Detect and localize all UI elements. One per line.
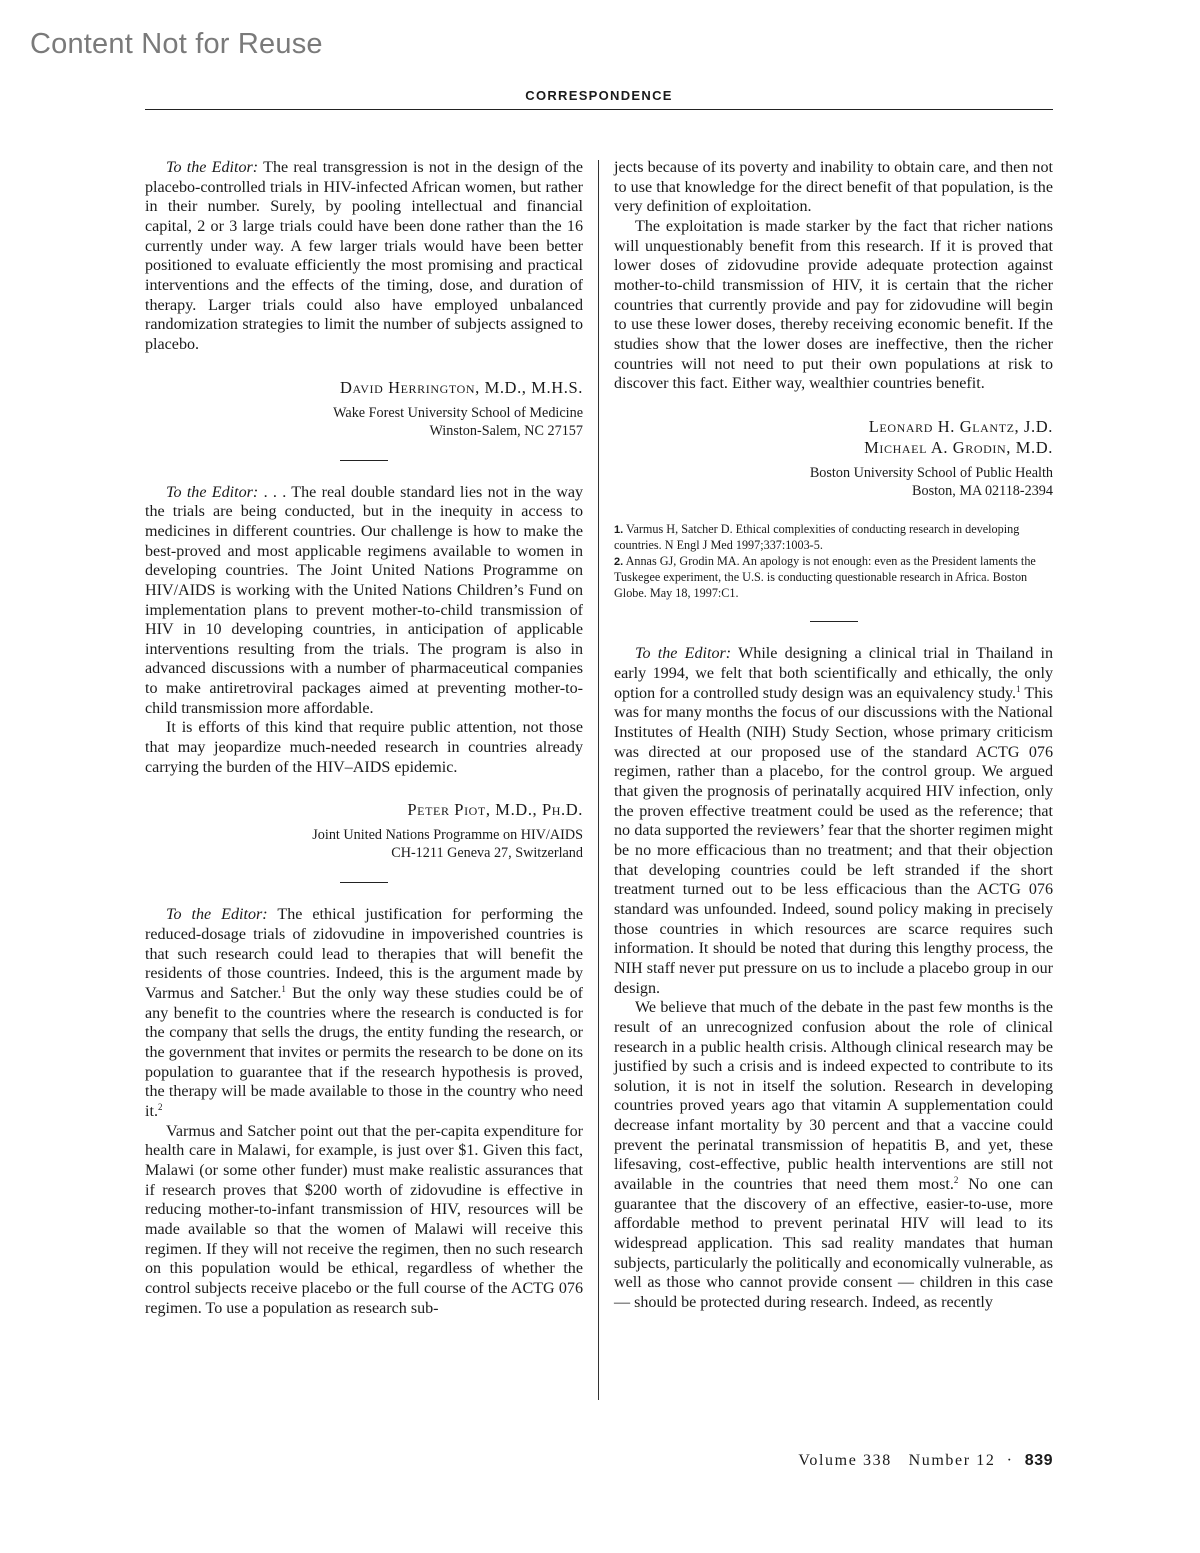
section-header: CORRESPONDENCE (525, 88, 673, 103)
letter-herrington (145, 158, 583, 440)
salutation: To the Editor: (166, 159, 259, 176)
column-divider (598, 160, 599, 1400)
signature-block (145, 799, 583, 862)
letter-paragraph: To the Editor: . . . The real double standard lies not in the way the trials are being conducted, but in the inequity in access to medicines in different countries. Our challenge is how to make the best-proved and most applicable regimens available to women in developing countries. The Joint United Nations Programme on HIV/AIDS is working with the United Nations Children’s Fund on implementation plans to prevent mother-to-child transmission of HIV in 10 developing countries, in anticipation of applicable interventions resulting from the trials. The program is also in advanced discussions with a number of pharmaceutical companies to make antiretroviral packages aimed at preventing mother-to-child transmission more affordable. (145, 483, 584, 717)
references (614, 522, 1053, 602)
signature-block (614, 416, 1053, 500)
letter-piot (145, 483, 583, 863)
signature-block (145, 377, 583, 440)
header-rule (145, 109, 1053, 110)
reference-marker: 2 (953, 1175, 959, 1186)
reference-marker: 1 (1016, 683, 1021, 694)
author-name: David Herrington, M.D., M.H.S. (340, 377, 583, 397)
letter-paragraph: Varmus and Satcher point out that the per-capita expenditure for health care in Malawi, for example, is just over $1. Given this fact, Malawi (or some other funder) must make realistic assurances that if research proves that $200 worth of zidovudine is effective in reducing mother-to-infant transmission of HIV, resources will be made available so that the women of Malawi will receive this regimen. If they will not receive the regimen, then no such research on this population would be ethical, regardless of whether the control subjects receive placebo or the full course of the ACTG 076 regimen. To use a population as research sub- (145, 1122, 583, 1317)
letter-glantz (145, 905, 583, 1318)
reference-marker: 1 (281, 984, 286, 995)
affiliation: Wake Forest University School of Medicine Winston-Salem, NC 27157 (333, 404, 583, 439)
author-name: Leonard H. Glantz, J.D. (868, 416, 1053, 436)
letter-paragraph: To the Editor: The real transgression is not in the design of the placebo-controlled trials in HIV-infected African women, but rather in their number. Surely, by pooling intellectual and financial capital, 2 or 3 large trials could have been done rather than the 16 currently under way. A few larger trials would have been better positioned to evaluate efficiently the most promising and practical interventions and the effects of the timing, dose, and duration of therapy. Larger trials could also have employed unbalanced randomization strategies to limit the number of subjects assigned to placebo. (145, 159, 584, 353)
reference-item: 1. Varmus H, Satcher D. Ethical complexities of conducting research in developing countries. N Engl J Med 1997;337:1003-5. (614, 521, 1020, 553)
issue-label: Number 12 (908, 1452, 996, 1469)
page-number: 839 (1024, 1452, 1053, 1469)
affiliation: Joint United Nations Programme on HIV/AIDS CH-1211 Geneva 27, Switzerland (312, 827, 583, 862)
letter-paragraph: To the Editor: While designing a clinical trial in Thailand in early 1994, we felt that both scientifically and ethically, the only option for a controlled study design was an equivalency study.$^1$ This was for many months the focus of our discussions with the National Institutes of Health (NIH) Study Section, whose primary criticism was directed at our proposed use of the standard ACTG 076 regimen, rather than a placebo, for the control group. We argued that given the prognosis of perinatally acquired HIV infection, only the proven effective treatment could be used as the reference; that no data supported the reviewers’ fear that the shorter regimen might be no more efficacious than no treatment; and that their objection that developing countries could be left stranded if the short treatment turned out to be less efficacious than the ACTG 076 standard was unfounded. Indeed, sound policy making in precisely those countries in which resources are scarce requires such information. It should be noted that during this lengthy process, the NIH staff never put pressure on us to include a placebo group in our design. (614, 645, 1053, 997)
letter-paragraph: jects because of its poverty and inability to obtain care, and then not to use that knowledge for the direct benefit of that population, is the very definition of exploitation. (614, 159, 1053, 216)
salutation: To the Editor: (166, 483, 259, 501)
salutation: To the Editor: (635, 645, 732, 663)
letter-paragraph: It is efforts of this kind that require public attention, not those that may jeopardize much-needed research in countries already carrying the burden of the HIV–AIDS epidemic. (145, 719, 583, 776)
page-footer (798, 1452, 1053, 1470)
salutation: To the Editor: (166, 906, 268, 924)
letter-glantz-continued (614, 158, 1053, 601)
letter-separator (340, 460, 388, 461)
author-name: Michael A. Grodin, M.D. (864, 437, 1053, 457)
right-column (614, 158, 1053, 1313)
letter-paragraph: We believe that much of the debate in the past few months is the result of an unrecognized confusion about the role of clinical research in a public health crisis. Although clinical research may be justified by such a crisis and is indeed expected to contribute to its solution, it is not in itself the solution. Research in developing countries proved years ago that vitamin A supplementation could decrease infant mortality by 30 percent and that a vaccine could prevent the perinatal transmission of hepatitis B, and yet, these lifesaving, cost-effective, public health interventions are still not available in the countries that need them most.$^2$ No one can guarantee that the discovery of an effective, easier-to-use, more affordable method to prevent perinatal HIV will lead to its widespread application. This sad reality mandates that human subjects, particularly the politically and economically vulnerable, as well as those who cannot provide consent — children in this case — should be protected during research. Indeed, as recently (614, 999, 1053, 1312)
reference-marker: 2 (157, 1101, 163, 1112)
author-name: Peter Piot, M.D., Ph.D. (407, 800, 583, 820)
volume-label: Volume 338 (798, 1452, 892, 1469)
watermark: Content Not for Reuse (30, 28, 323, 60)
letter-paragraph: To the Editor: The ethical justification for performing the reduced-dosage trials of zidovudine in impoverished countries is that such research could lead to therapies that will benefit the residents of those countries. Indeed, this is the argument made by Varmus and Satcher.$^1$ But the only way these studies could be of any benefit to the countries where the research is conducted is for the company that sells the drugs, the entity funding the research, or the government that invites or permits the research to be done on its population to guarantee that if the research hypothesis is proved, the therapy will be made available to those in the country who need it.$^2$ (145, 906, 584, 1120)
affiliation: Boston University School of Public Health Boston, MA 02118-2394 (809, 464, 1053, 499)
letter-separator (810, 621, 858, 622)
letter-separator (340, 882, 388, 883)
letter-thailand (614, 644, 1053, 1312)
footer-dot: · (1006, 1452, 1014, 1469)
reference-item: 2. Annas GJ, Grodin MA. An apology is not enough: even as the President laments the Tuskegee experiment, the U.S. is conducting questionable research in Africa. Boston Globe. May 18, 1997:C1. (614, 553, 1036, 600)
left-column (145, 158, 583, 1318)
letter-paragraph: The exploitation is made starker by the fact that richer nations will unquestionably benefit from this research. If it is proved that lower doses of zidovudine provide adequate protection against mother-to-child transmission of HIV, it is certain that the richer countries that currently provide and pay for zidovudine will begin to use these lower doses, thereby receiving economic benefit. If the studies show that the lower doses are ineffective, then the richer countries will not need to put their own populations at risk to discover this fact. Either way, wealthier countries benefit. (614, 217, 1053, 393)
